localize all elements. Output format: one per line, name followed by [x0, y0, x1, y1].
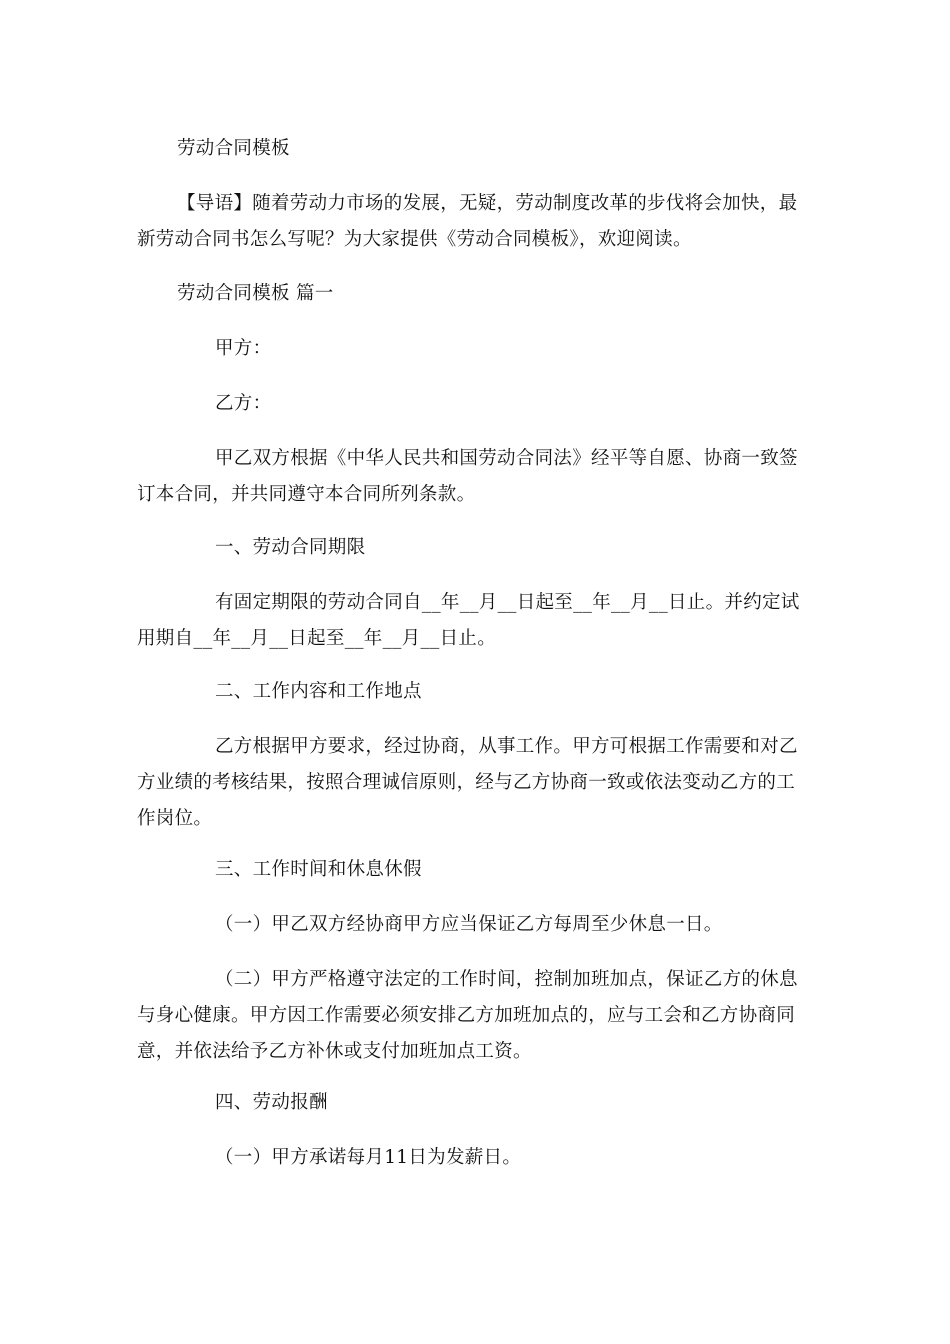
document-title: 劳动合同模板	[177, 138, 290, 159]
clause-1-paragraph-1: 有固定期限的劳动合同自__年__月__日起至__年__月__日止。并约定试用期自__年__月__日起至__年__月__日止。	[137, 592, 800, 649]
party-a-label: 甲方：	[215, 338, 272, 359]
clause-2-paragraph-1: 乙方根据甲方要求，经过协商，从事工作。甲方可根据工作需要和对乙方业绩的考核结果，按照合理诚信原则，经与乙方协商一致或依法变动乙方的工作岗位。	[137, 736, 798, 829]
clause-3-paragraph-2: （二）甲方严格遵守法定的工作时间，控制加班加点，保证乙方的休息与身心健康。甲方因工作需要必须安排乙方加班加点的，应与工会和乙方协商同意，并依法给予乙方补休或支付加班加点工资。	[137, 969, 798, 1062]
intro-paragraph: 【导语】随着劳动力市场的发展，无疑，劳动制度改革的步伐将会加快，最新劳动合同书怎么写呢？为大家提供《劳动合同模板》，欢迎阅读。	[137, 193, 798, 250]
section-title: 劳动合同模板 篇一	[177, 283, 334, 304]
clause-4-paragraph-1: （一）甲方承诺每月11日为发薪日。	[215, 1147, 522, 1168]
preamble-paragraph: 甲乙双方根据《中华人民共和国劳动合同法》经平等自愿、协商一致签订本合同，并共同遵守本合同所列条款。	[137, 448, 798, 505]
clause-4-heading: 四、劳动报酬	[215, 1092, 328, 1113]
clause-3-heading: 三、工作时间和休息休假	[215, 859, 422, 880]
clause-1-heading: 一、劳动合同期限	[215, 537, 366, 558]
clause-2-heading: 二、工作内容和工作地点	[215, 681, 422, 702]
party-b-label: 乙方：	[215, 393, 272, 414]
clause-3-paragraph-1: （一）甲乙双方经协商甲方应当保证乙方每周至少休息一日。	[215, 914, 723, 935]
